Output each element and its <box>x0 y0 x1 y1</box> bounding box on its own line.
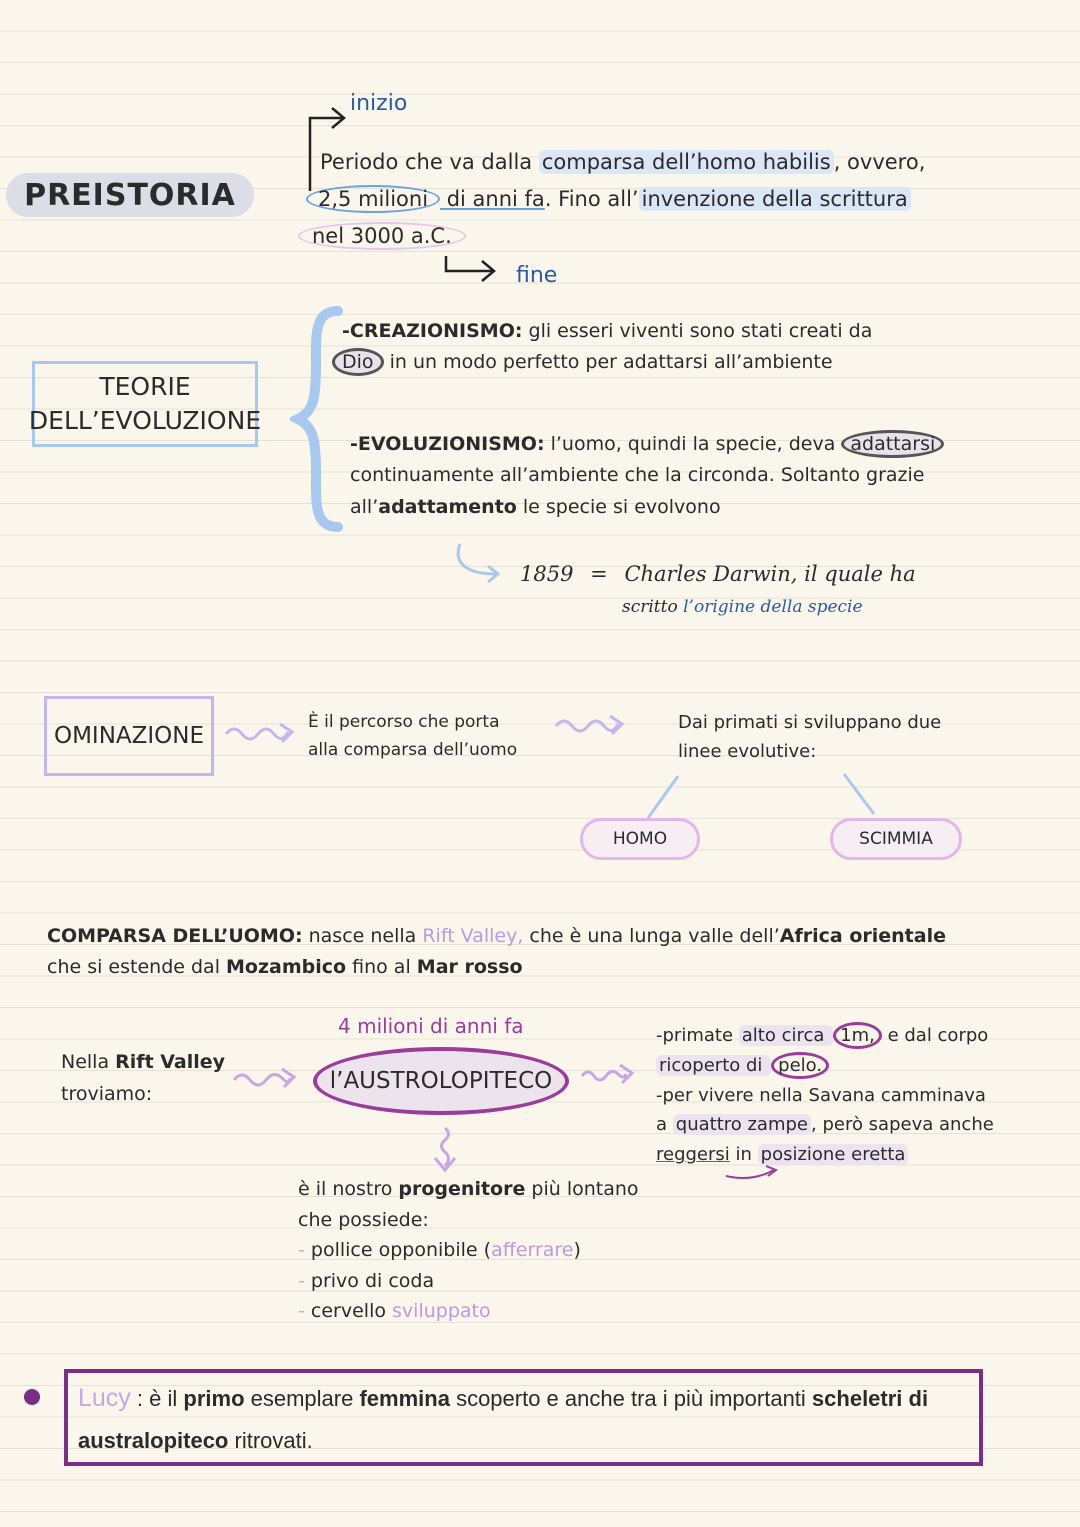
ominazione-title: OMINAZIONE <box>53 723 205 749</box>
darwin-line1: 1859 = Charles Darwin, il quale ha <box>520 562 916 586</box>
ominazione-title-box <box>44 696 214 776</box>
darwin-line2: scritto l’origine della specie <box>622 597 863 617</box>
circled-date-end: nel 3000 a.C. <box>298 222 466 250</box>
rift-intro: Nella Rift Valley troviamo: <box>61 1051 226 1105</box>
comparsa-line2: che si estende dal Mozambico fino al Mar rosso <box>47 956 523 978</box>
austro-features: -primate alto circa 1m, e dal corpo ricoperto di pelo. -per vivere nella Savana camminava a quattro zampe , però sapeva anche reggersi in posizione eretta <box>656 1021 994 1170</box>
curved-arrow-icon <box>452 540 512 590</box>
trait-item: - cervello sviluppato <box>298 1300 491 1322</box>
preistoria-line-2: 2,5 milioni di anni fa. Fino all’ invenzione della scrittura <box>320 187 911 211</box>
small-curve-arrow-icon <box>722 1162 782 1182</box>
lucy-box: Lucy : è il primo esemplare femmina scoperto e anche tra i più importanti scheletri di australopiteco ritrovati. <box>64 1369 983 1466</box>
squiggle-arrow-icon <box>222 718 298 748</box>
austro-age: 4 milioni di anni fa <box>338 1014 524 1038</box>
evoluzionismo-line1: -EVOLUZIONISMO: l’uomo, quindi la specie, deva adattarsi <box>350 433 944 455</box>
branch-lines-icon <box>640 770 890 820</box>
teorie-title-line2: DELL’EVOLUZIONE <box>28 406 262 435</box>
preistoria-line-3 <box>312 224 466 248</box>
trait-item: - privo di coda <box>298 1269 435 1292</box>
teorie-title-box <box>28 361 262 447</box>
evoluzionismo-line2: continuamente all’ambiente che la circonda. Soltanto grazie <box>350 464 925 486</box>
circled-adattarsi: adattarsi <box>841 430 944 458</box>
austro-desc: è il nostro progenitore più lontano che possiede: - pollice opponibile (afferrare) - privo di coda - cervello sviluppato <box>298 1174 639 1327</box>
preistoria-line-1: Periodo che va dalla comparsa dell’homo habilis , ovvero, <box>320 150 926 174</box>
creazionismo-line1: -CREAZIONISMO: gli esseri viventi sono stati creati da <box>342 320 873 342</box>
branch-homo: HOMO <box>580 818 700 860</box>
creazionismo-line2: Dio in un modo perfetto per adattarsi all’ambiente <box>332 351 833 373</box>
label-start: inizio <box>350 91 408 116</box>
austro-name: l’AUSTROLOPITECO <box>329 1068 553 1094</box>
circled-dio: Dio <box>332 348 384 376</box>
preistoria-title: PREISTORIA <box>24 177 236 213</box>
circled-date-start: 2,5 milioni <box>306 185 440 213</box>
label-end: fine <box>516 263 558 288</box>
ominazione-lines: Dai primati si sviluppano due linee evolutive: <box>678 712 942 762</box>
lucy-name: Lucy <box>78 1384 131 1412</box>
ominazione-def: È il percorso che porta alla comparsa dell’uomo <box>308 712 518 760</box>
preistoria-title-pill <box>6 173 254 217</box>
curly-brace-icon <box>290 305 350 535</box>
squiggle-arrow-icon <box>230 1064 300 1092</box>
squiggle-arrow-icon <box>578 1060 638 1088</box>
comparsa-line1: COMPARSA DELL’UOMO: nasce nella Rift Valley, che è una lunga valle dell’Africa orientale <box>47 925 946 947</box>
down-squiggle-arrow-icon <box>430 1124 460 1174</box>
circled-1m: 1m, <box>833 1022 882 1049</box>
austro-name-ellipse <box>313 1047 569 1115</box>
evoluzionismo-line3: all’adattamento le specie si evolvono <box>350 496 721 518</box>
bullet-icon <box>24 1389 40 1405</box>
teorie-title-line1: TEORIE <box>99 372 191 401</box>
squiggle-arrow-icon <box>552 710 628 740</box>
trait-item: - pollice opponibile (afferrare) <box>298 1239 581 1261</box>
branch-scimmia: SCIMMIA <box>830 818 962 860</box>
circled-pelo: pelo. <box>771 1052 829 1079</box>
